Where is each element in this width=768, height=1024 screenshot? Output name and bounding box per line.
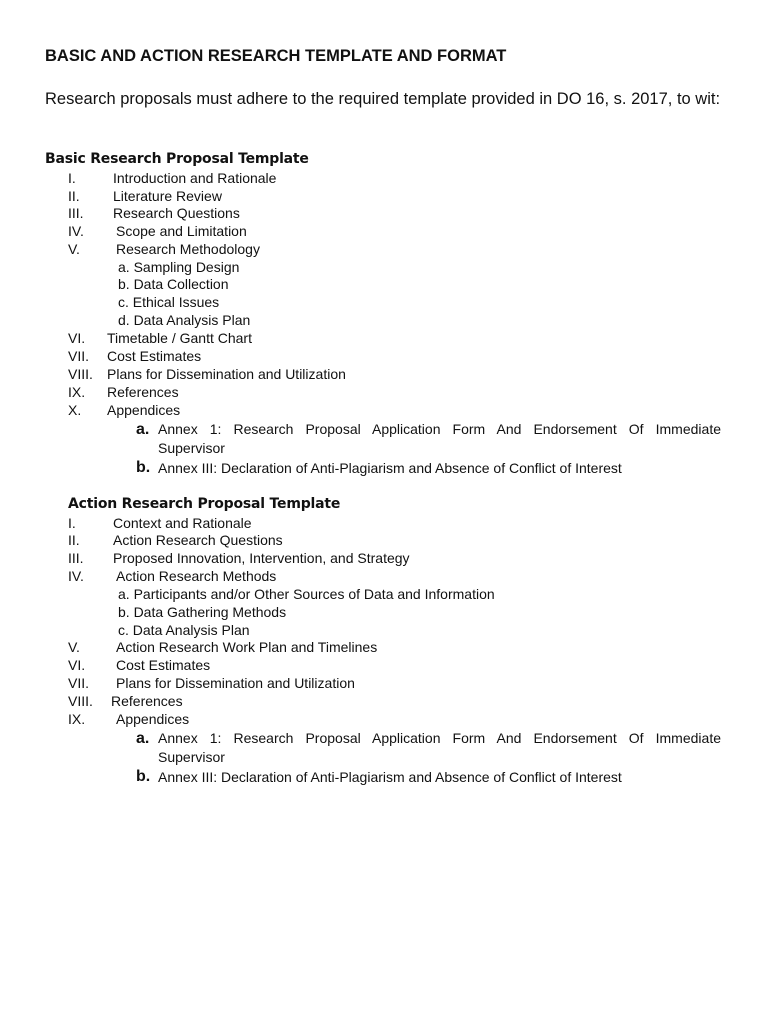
action-item-number: VI. (68, 657, 86, 673)
basic-template-heading: Basic Research Proposal Template (45, 151, 309, 167)
action-item-number: III. (68, 550, 84, 566)
action-item-number: I. (68, 515, 76, 531)
action-item-text: Context and Rationale (113, 515, 252, 531)
action-annex-letter: a. (136, 730, 150, 747)
action-item-number: VIII. (68, 693, 93, 709)
basic-item-text: Research Questions (113, 205, 240, 221)
action-item-text: Plans for Dissemination and Utilization (116, 675, 355, 691)
basic-methodology-subitem: a. Sampling Design (118, 259, 240, 275)
action-item-text: Proposed Innovation, Intervention, and Strategy (113, 550, 410, 566)
basic-methodology-subitem: c. Ethical Issues (118, 294, 220, 310)
basic-item-text: Research Methodology (116, 241, 260, 257)
basic-item-text: Appendices (107, 402, 181, 418)
action-annex-text (158, 729, 721, 767)
basic-annex-line1: Annex 1: Research Proposal Application Form And Endorsement Of Immediate (158, 421, 721, 437)
action-methods-subitem: c. Data Analysis Plan (118, 622, 250, 638)
action-item-text: Cost Estimates (116, 657, 211, 673)
basic-methodology-subitem: d. Data Analysis Plan (118, 312, 251, 328)
basic-item-text: Cost Estimates (107, 348, 202, 364)
action-item-number: VII. (68, 675, 90, 691)
action-annex-letter: b. (136, 768, 151, 785)
basic-item-number: III. (68, 205, 84, 221)
basic-annex-text (158, 420, 721, 458)
action-item-number: IX. (68, 711, 86, 727)
action-annex-line2: Supervisor (158, 749, 225, 765)
basic-item-number: I. (68, 170, 76, 186)
basic-item-number: V. (68, 241, 80, 257)
basic-item-number: VII. (68, 348, 90, 364)
action-methods-subitem: a. Participants and/or Other Sources of Data and Information (118, 586, 495, 602)
action-item-text: Action Research Methods (116, 568, 277, 584)
basic-item-text: References (107, 384, 179, 400)
action-template-heading: Action Research Proposal Template (68, 496, 341, 512)
action-item-text: Appendices (116, 711, 190, 727)
basic-annex-line2: Supervisor (158, 440, 225, 456)
basic-item-text: Plans for Dissemination and Utilization (107, 366, 346, 382)
basic-item-text: Literature Review (113, 188, 222, 204)
action-annex-text: Annex III: Declaration of Anti-Plagiarism and Absence of Conflict of Interest (158, 769, 622, 785)
action-item-text: Action Research Work Plan and Timelines (116, 639, 378, 655)
basic-item-text: Scope and Limitation (116, 223, 247, 239)
basic-item-text: Timetable / Gantt Chart (107, 330, 252, 346)
action-item-text: Action Research Questions (113, 532, 283, 548)
action-item-number: IV. (68, 568, 84, 584)
action-item-number: II. (68, 532, 80, 548)
basic-item-number: IV. (68, 223, 84, 239)
basic-item-number: II. (68, 188, 80, 204)
basic-item-text: Introduction and Rationale (113, 170, 277, 186)
intro-paragraph: Research proposals must adhere to the required template provided in DO 16, s. 2017, to wit: (45, 90, 721, 108)
action-item-number: V. (68, 639, 80, 655)
basic-methodology-subitem: b. Data Collection (118, 276, 229, 292)
basic-item-number: VIII. (68, 366, 93, 382)
basic-item-number: IX. (68, 384, 86, 400)
document-heading: BASIC AND ACTION RESEARCH TEMPLATE AND FORMAT (45, 47, 507, 65)
basic-annex-text: Annex III: Declaration of Anti-Plagiarism and Absence of Conflict of Interest (158, 460, 622, 476)
action-item-text: References (111, 693, 183, 709)
action-methods-subitem: b. Data Gathering Methods (118, 604, 287, 620)
basic-item-number: VI. (68, 330, 86, 346)
basic-annex-letter: a. (136, 421, 150, 438)
basic-item-number: X. (68, 402, 82, 418)
action-annex-line1: Annex 1: Research Proposal Application Form And Endorsement Of Immediate (158, 730, 721, 746)
basic-annex-letter: b. (136, 459, 151, 476)
